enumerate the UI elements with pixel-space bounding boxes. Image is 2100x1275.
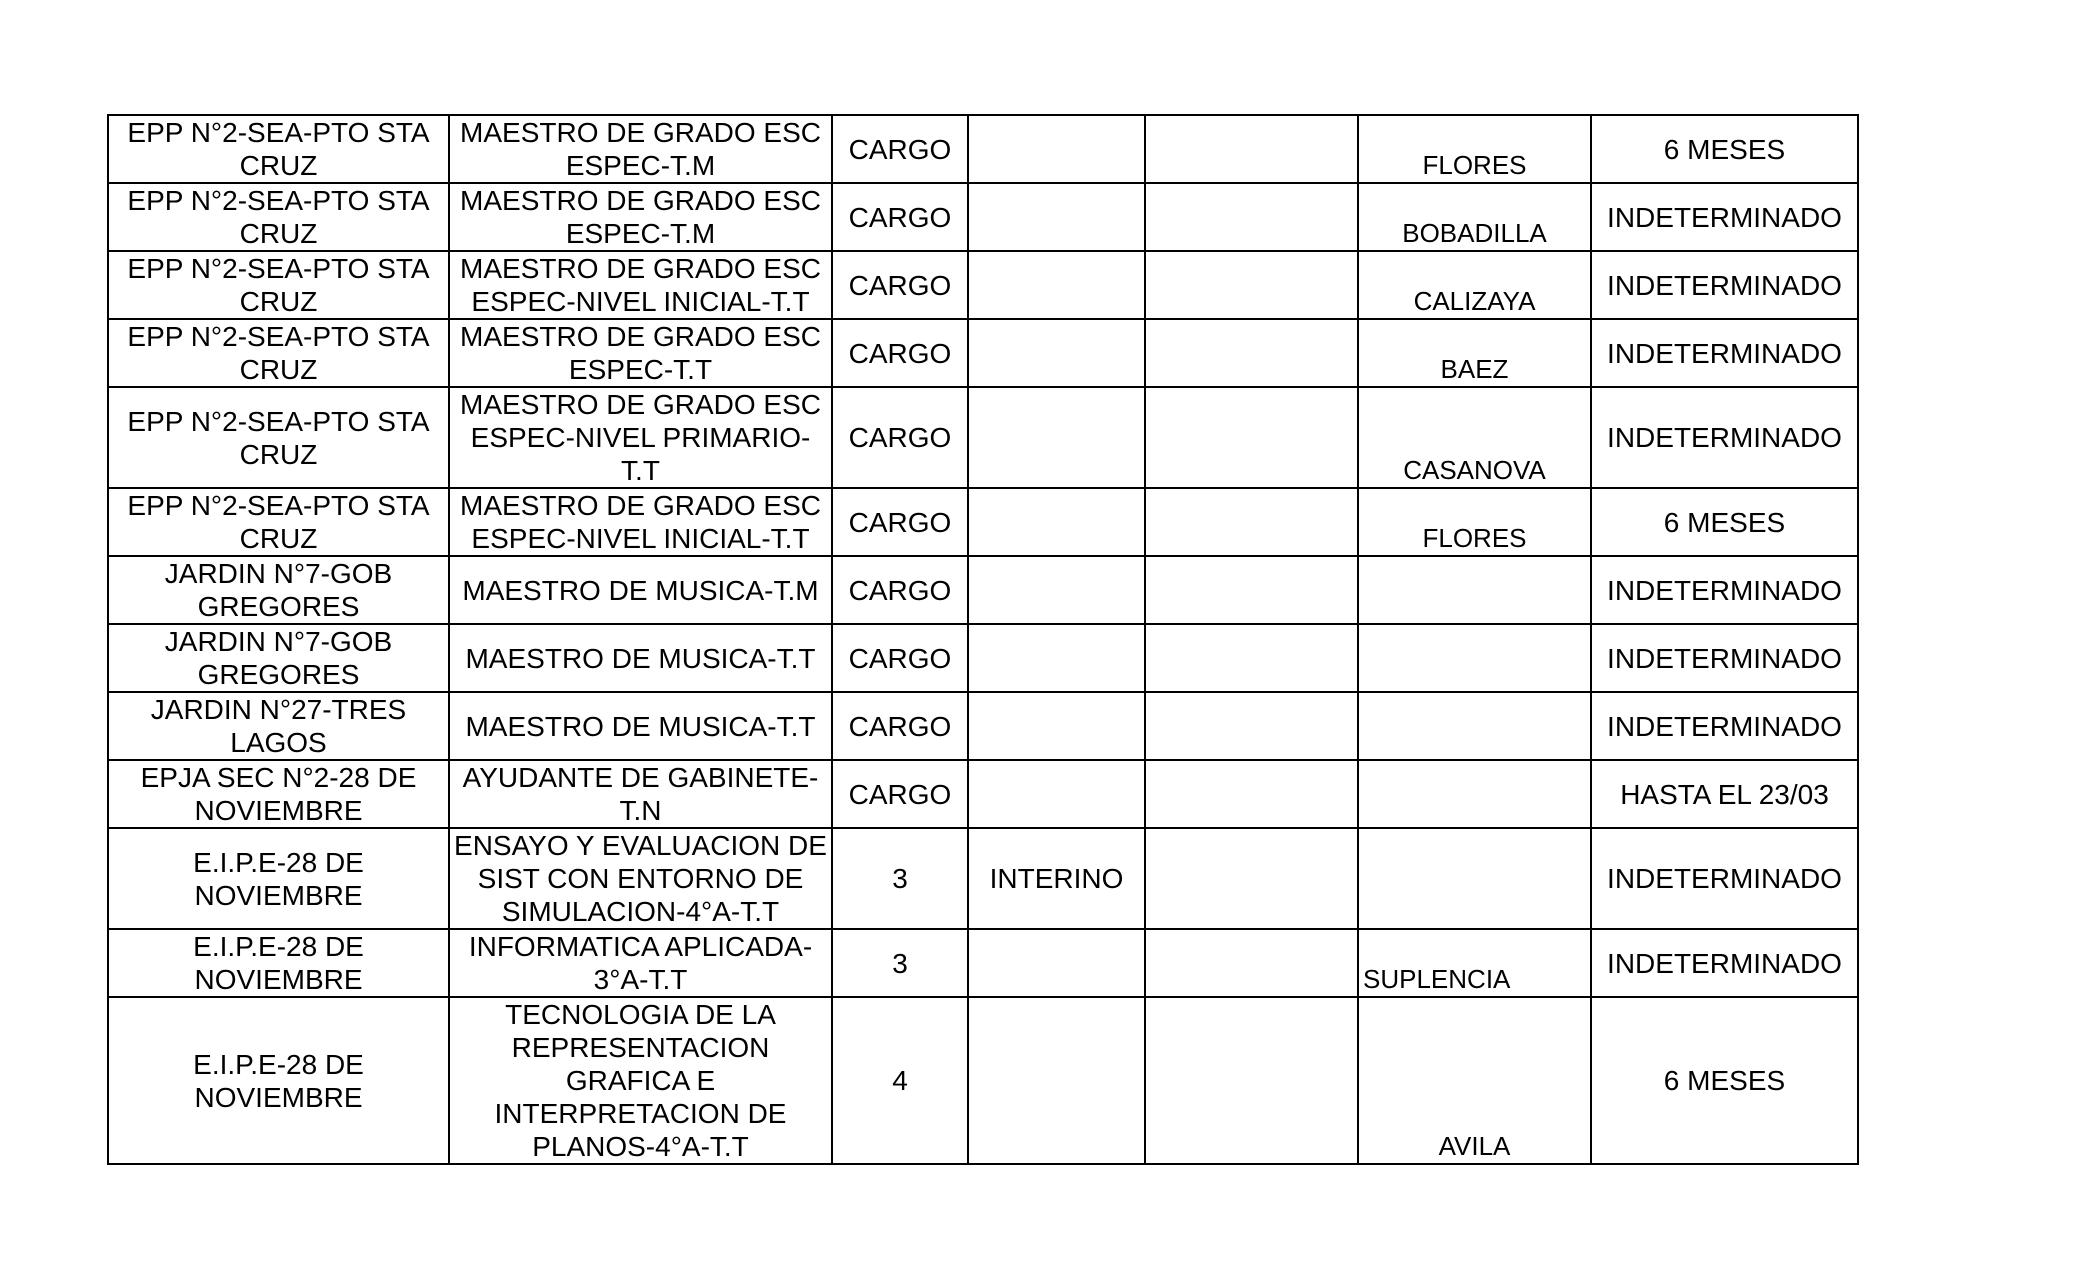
position-cell: MAESTRO DE GRADO ESC ESPEC-T.M (449, 183, 832, 251)
empty-cell (1145, 692, 1358, 760)
position-cell: TECNOLOGIA DE LA REPRESENTACION GRAFICA E INTERPRETACION DE PLANOS-4°A-T.T (449, 997, 832, 1164)
empty-cell (1145, 760, 1358, 828)
school-cell: E.I.P.E-28 DE NOVIEMBRE (108, 929, 449, 997)
condition-cell (968, 115, 1145, 183)
name-cell (1358, 624, 1591, 692)
empty-cell (1145, 488, 1358, 556)
condition-cell (968, 387, 1145, 488)
duration-cell: 6 MESES (1591, 488, 1858, 556)
table-row (108, 828, 1858, 929)
empty-cell (1145, 997, 1358, 1164)
duration-cell: INDETERMINADO (1591, 624, 1858, 692)
name-cell: FLORES (1358, 115, 1591, 183)
duration-cell: INDETERMINADO (1591, 929, 1858, 997)
table-row (108, 387, 1858, 488)
table-row (108, 929, 1858, 997)
empty-cell (1145, 828, 1358, 929)
duration-cell: INDETERMINADO (1591, 556, 1858, 624)
position-cell: INFORMATICA APLICADA-3°A-T.T (449, 929, 832, 997)
school-cell: JARDIN N°27-TRES LAGOS (108, 692, 449, 760)
condition-cell (968, 183, 1145, 251)
school-cell: EPP N°2-SEA-PTO STA CRUZ (108, 183, 449, 251)
empty-cell (1145, 319, 1358, 387)
school-cell: EPP N°2-SEA-PTO STA CRUZ (108, 488, 449, 556)
school-cell: E.I.P.E-28 DE NOVIEMBRE (108, 997, 449, 1164)
position-cell: ENSAYO Y EVALUACION DE SIST CON ENTORNO DE SIMULACION-4°A-T.T (449, 828, 832, 929)
table-row (108, 488, 1858, 556)
table-row (108, 183, 1858, 251)
type-cell: CARGO (832, 488, 968, 556)
name-cell: CASANOVA (1358, 387, 1591, 488)
school-cell: EPJA SEC N°2-28 DE NOVIEMBRE (108, 760, 449, 828)
type-cell: 3 (832, 828, 968, 929)
table-row (108, 319, 1858, 387)
type-cell: CARGO (832, 692, 968, 760)
empty-cell (1145, 556, 1358, 624)
name-cell: AVILA (1358, 997, 1591, 1164)
table-row (108, 556, 1858, 624)
duration-cell: INDETERMINADO (1591, 387, 1858, 488)
position-cell: MAESTRO DE MUSICA-T.T (449, 624, 832, 692)
table-row (108, 760, 1858, 828)
position-cell: MAESTRO DE MUSICA-T.T (449, 692, 832, 760)
type-cell: 3 (832, 929, 968, 997)
assignments-table (107, 114, 1859, 1165)
empty-cell (1145, 183, 1358, 251)
type-cell: CARGO (832, 387, 968, 488)
school-cell: EPP N°2-SEA-PTO STA CRUZ (108, 115, 449, 183)
condition-cell (968, 997, 1145, 1164)
duration-cell: INDETERMINADO (1591, 251, 1858, 319)
position-cell: MAESTRO DE GRADO ESC ESPEC-T.T (449, 319, 832, 387)
position-cell: MAESTRO DE GRADO ESC ESPEC-NIVEL PRIMARIO-T.T (449, 387, 832, 488)
condition-cell: INTERINO (968, 828, 1145, 929)
position-cell: MAESTRO DE GRADO ESC ESPEC-NIVEL INICIAL-T.T (449, 488, 832, 556)
type-cell: CARGO (832, 115, 968, 183)
name-cell (1358, 556, 1591, 624)
position-cell: AYUDANTE DE GABINETE-T.N (449, 760, 832, 828)
condition-cell (968, 760, 1145, 828)
school-cell: EPP N°2-SEA-PTO STA CRUZ (108, 319, 449, 387)
empty-cell (1145, 251, 1358, 319)
school-cell: JARDIN N°7-GOB GREGORES (108, 624, 449, 692)
duration-cell: INDETERMINADO (1591, 692, 1858, 760)
type-cell: 4 (832, 997, 968, 1164)
name-cell (1358, 760, 1591, 828)
position-cell: MAESTRO DE MUSICA-T.M (449, 556, 832, 624)
name-cell: BOBADILLA (1358, 183, 1591, 251)
name-cell: SUPLENCIA (1358, 929, 1591, 997)
empty-cell (1145, 929, 1358, 997)
type-cell: CARGO (832, 556, 968, 624)
empty-cell (1145, 387, 1358, 488)
condition-cell (968, 624, 1145, 692)
type-cell: CARGO (832, 251, 968, 319)
condition-cell (968, 692, 1145, 760)
type-cell: CARGO (832, 760, 968, 828)
type-cell: CARGO (832, 183, 968, 251)
condition-cell (968, 488, 1145, 556)
position-cell: MAESTRO DE GRADO ESC ESPEC-T.M (449, 115, 832, 183)
table-row (108, 115, 1858, 183)
condition-cell (968, 319, 1145, 387)
position-cell: MAESTRO DE GRADO ESC ESPEC-NIVEL INICIAL-T.T (449, 251, 832, 319)
name-cell (1358, 692, 1591, 760)
condition-cell (968, 556, 1145, 624)
condition-cell (968, 251, 1145, 319)
school-cell: EPP N°2-SEA-PTO STA CRUZ (108, 251, 449, 319)
empty-cell (1145, 624, 1358, 692)
table-row (108, 624, 1858, 692)
name-cell: BAEZ (1358, 319, 1591, 387)
table-row (108, 997, 1858, 1164)
duration-cell: 6 MESES (1591, 997, 1858, 1164)
duration-cell: INDETERMINADO (1591, 828, 1858, 929)
duration-cell: INDETERMINADO (1591, 183, 1858, 251)
duration-cell: HASTA EL 23/03 (1591, 760, 1858, 828)
condition-cell (968, 929, 1145, 997)
name-cell: CALIZAYA (1358, 251, 1591, 319)
empty-cell (1145, 115, 1358, 183)
name-cell (1358, 828, 1591, 929)
school-cell: E.I.P.E-28 DE NOVIEMBRE (108, 828, 449, 929)
school-cell: JARDIN N°7-GOB GREGORES (108, 556, 449, 624)
type-cell: CARGO (832, 319, 968, 387)
table-row (108, 692, 1858, 760)
name-cell: FLORES (1358, 488, 1591, 556)
table-row (108, 251, 1858, 319)
type-cell: CARGO (832, 624, 968, 692)
duration-cell: 6 MESES (1591, 115, 1858, 183)
duration-cell: INDETERMINADO (1591, 319, 1858, 387)
school-cell: EPP N°2-SEA-PTO STA CRUZ (108, 387, 449, 488)
